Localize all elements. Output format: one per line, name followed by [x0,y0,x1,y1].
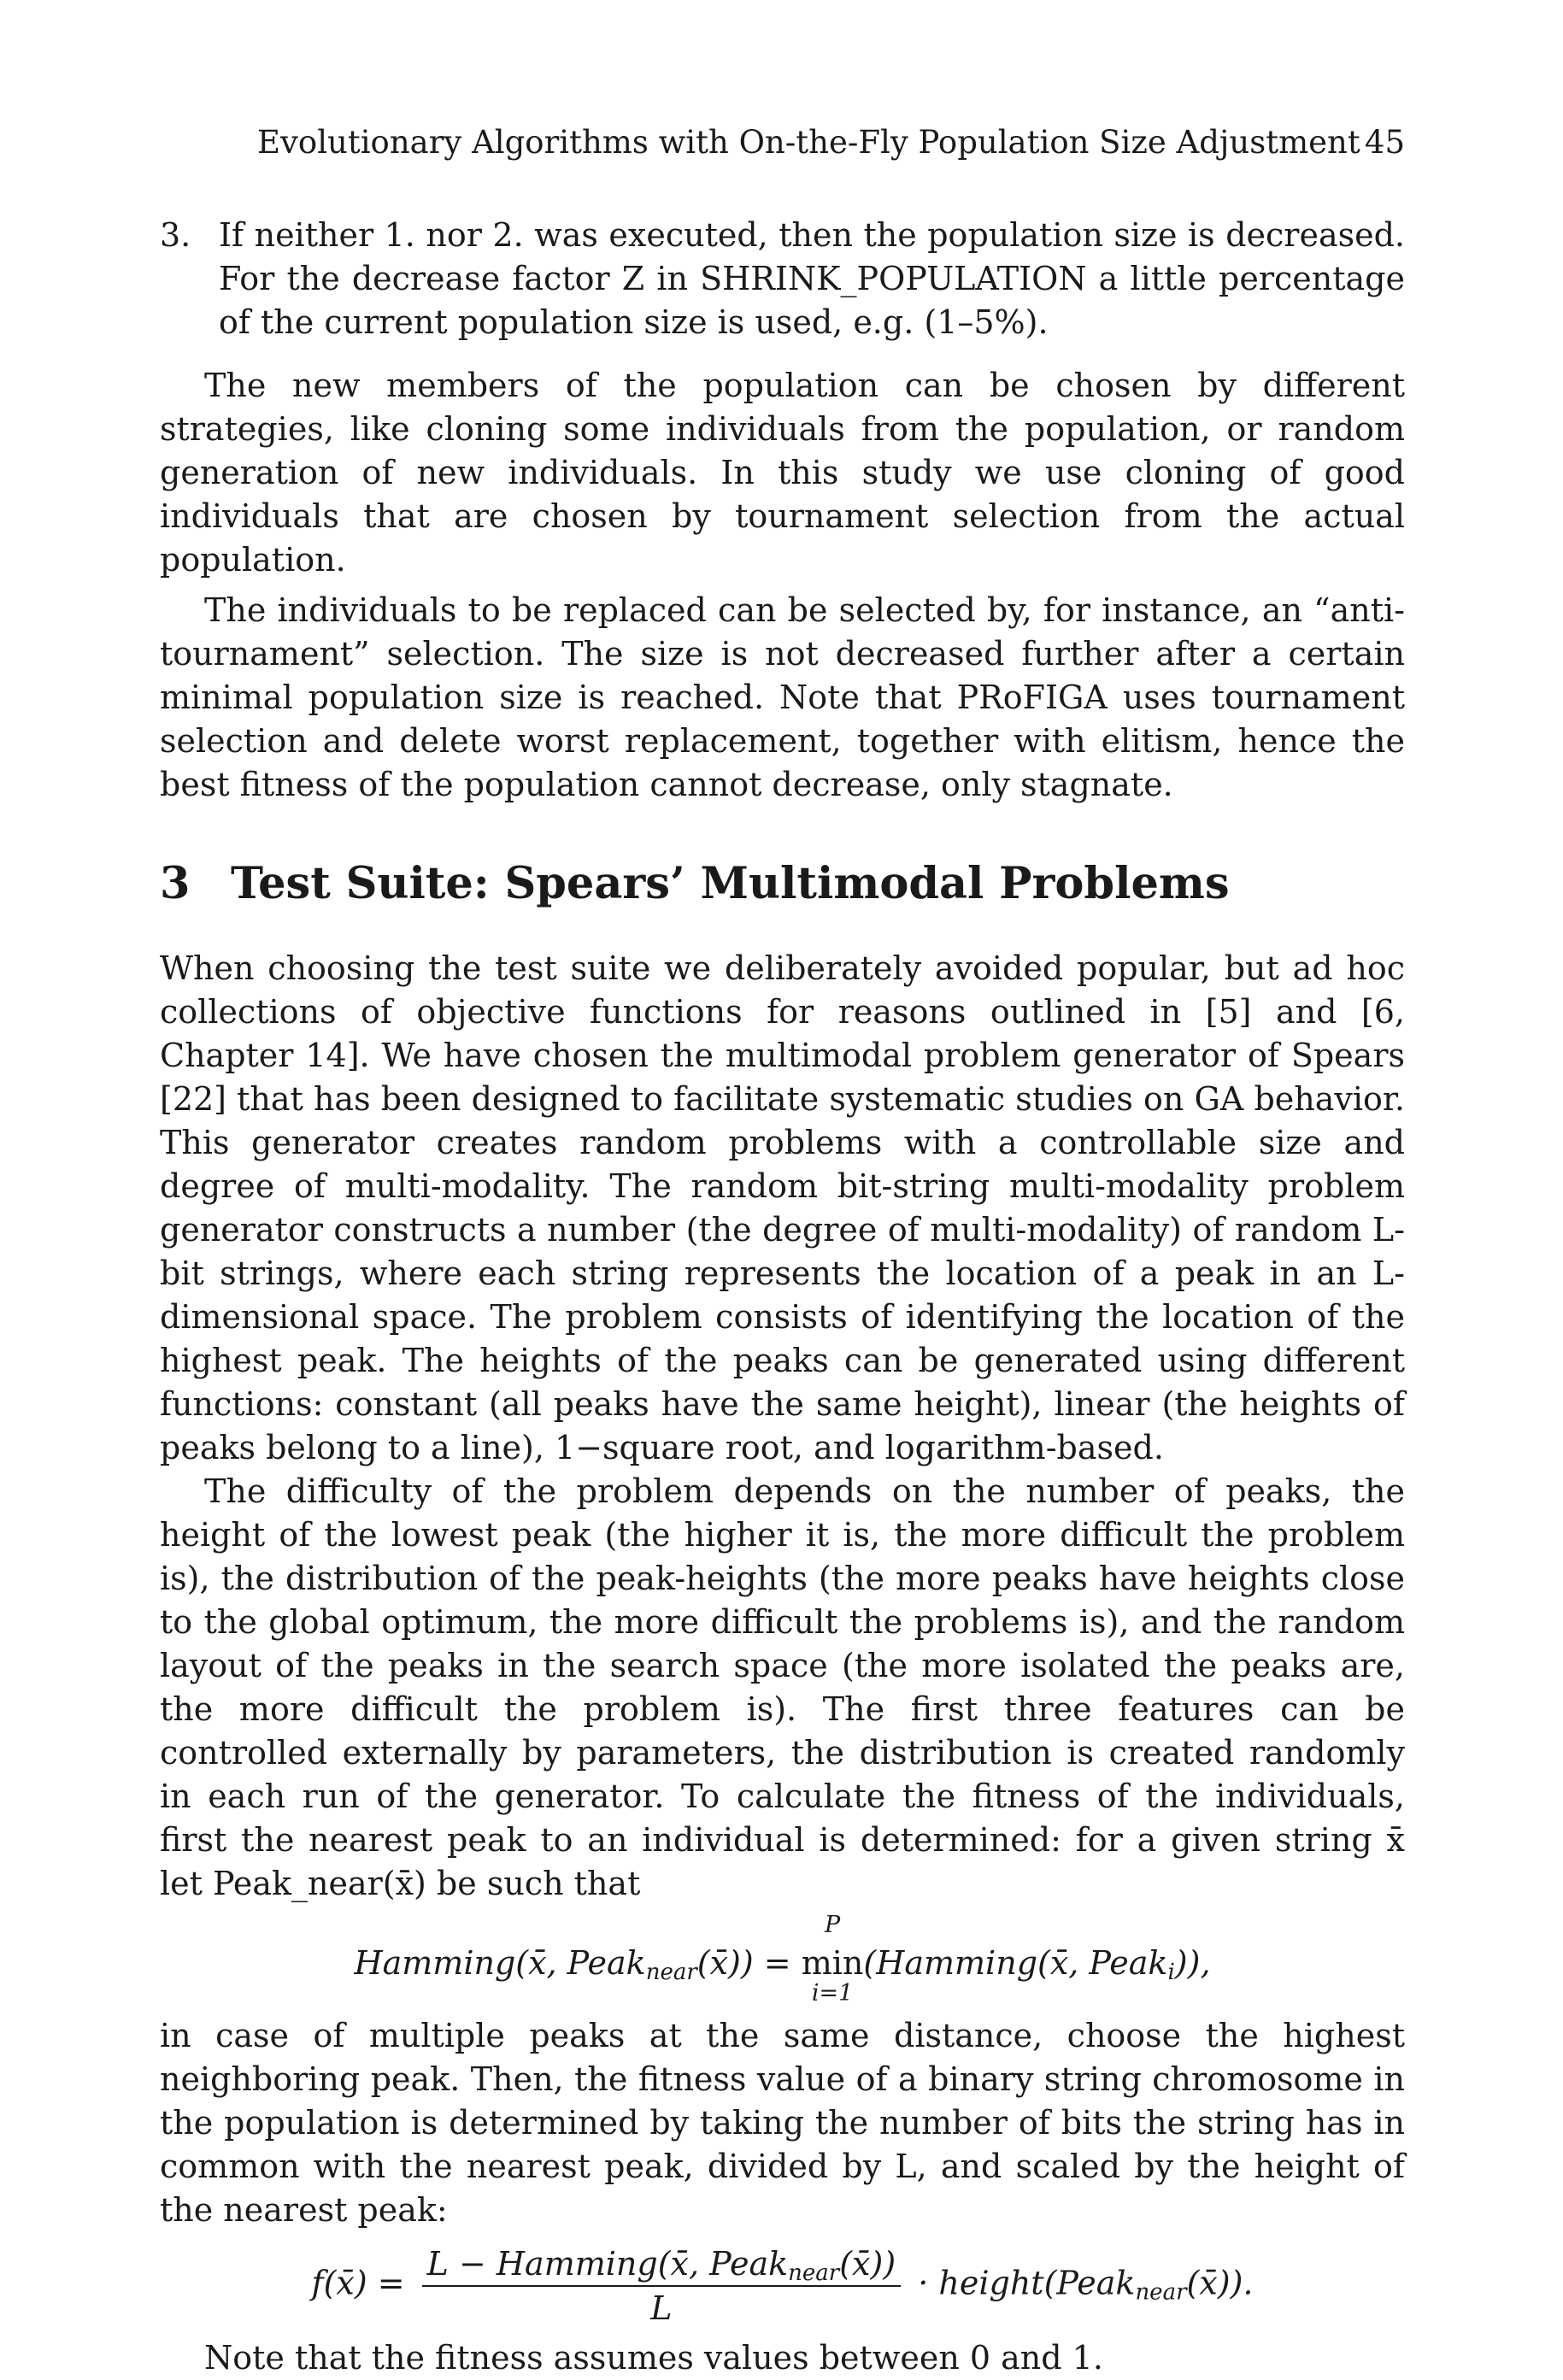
eq2-lhs: f(x̄) = [311,2264,405,2302]
section-number: 3 [160,858,191,909]
min-symbol: min [801,1944,864,1982]
paragraph-new-members: The new members of the population can be chosen by different strategies, like cloning some individuals from the population, or random generation of new individuals. In this study we use cloning of good individuals that are chosen by tournament selection from the actual population. [160,367,1405,579]
list-item-text: If neither 1. nor 2. was executed, then the population size is decreased. For the decrease factor Z in SHRINK_POPULATION a little percentage of the current population size is used, e.g. (1–5%). [219,216,1405,341]
hamming-equation [160,1912,1405,2007]
paragraph-fitness-definition: in case of multiple peaks at the same distance, choose the highest neighboring peak. Then, the fitness value of a binary string chromosome in the population is determined by taking the number of bits the string has in common with the nearest peak, divided by L, and scaled by the height of the nearest peak: [160,2017,1405,2229]
eq1-lhs-sub: near [645,1960,697,1985]
list-item-number: 3. [160,216,191,254]
section-heading [160,858,1405,909]
eq2-rhs-end: (x̄)). [1186,2264,1254,2302]
numerator-sub: near [788,2260,840,2286]
min-lower-limit: i=1 [811,1980,854,2007]
eq2-rhs: · height(Peak [918,2264,1136,2302]
list-item-3 [160,214,1405,344]
closing-line: Note that the fitness assumes values between 0 and 1. [204,2339,1103,2377]
min-operator [801,1912,864,2007]
fraction-denominator: L [650,2289,673,2327]
eq1-rhs-end: )), [1174,1944,1211,1982]
section-title: Test Suite: Spears’ Multimodal Problems [231,858,1230,909]
eq1-rhs-sub: i [1167,1960,1175,1985]
running-title: Evolutionary Algorithms with On-the-Fly Population Size Adjustment [257,124,1360,161]
paragraph-test-suite: When choosing the test suite we deliberately avoided popular, but ad hoc collections of objective functions for reasons outlined in [5] and [6, Chapter 14]. We have chosen the multimodal problem generator of Spears [22] that has been designed to facilitate systematic studies on GA behavior. This generator creates random problems with a controllable size and degree of multi-modality. The random bit-string multi-modality problem generator constructs a number (the degree of multi-modality) of random L-bit strings, where each string represents the location of a peak in an L-dimensional space. The problem consists of identifying the location of the highest peak. The heights of the peaks can be generated using different functions: constant (all peaks have the same height), linear (the heights of peaks belong to a line), 1−square root, and logarithm-based. [160,949,1405,1466]
paragraph-replacement: The individuals to be replaced can be selected by, for instance, an “anti-tournament” selection. The size is not decreased further after a certain minimal population size is reached. Note that PRoFIGA uses tournament selection and delete worst replacement, together with elitism, hence the best fitness of the population cannot decrease, only stagnate. [160,591,1405,803]
running-header [257,121,1405,164]
paragraph-difficulty: The difficulty of the problem depends on the number of peaks, the height of the lowest peak (the higher it is, the more difficult the problem is), the distribution of the peak-heights (the more peaks have heights close to the global optimum, the more difficult the problems is), and the random layout of the peaks in the search space (the more isolated the peaks are, the more difficult the problem is). The first three features can be controlled externally by parameters, the distribution is created randomly in each run of the generator. To calculate the fitness of the individuals, first the nearest peak to an individual is determined: for a given string x̄ let Peak_near(x̄) be such that [160,1472,1405,1902]
min-upper-limit: P [824,1912,841,1938]
eq1-lhs-end: (x̄)) = [696,1944,791,1982]
eq1-rhs: (Hamming(x̄, Peak [863,1944,1168,1982]
eq2-rhs-sub: near [1135,2279,1187,2306]
eq1-lhs: Hamming(x̄, Peak [354,1944,646,1982]
numerator-end: (x̄)) [839,2245,896,2283]
page-number: 45 [1364,124,1405,161]
body-text [160,214,1405,2380]
fraction-numerator [422,2244,901,2287]
numerator-text: L − Hamming(x̄, Peak [426,2245,789,2283]
fitness-equation [160,2244,1405,2328]
fitness-fraction [422,2244,901,2328]
